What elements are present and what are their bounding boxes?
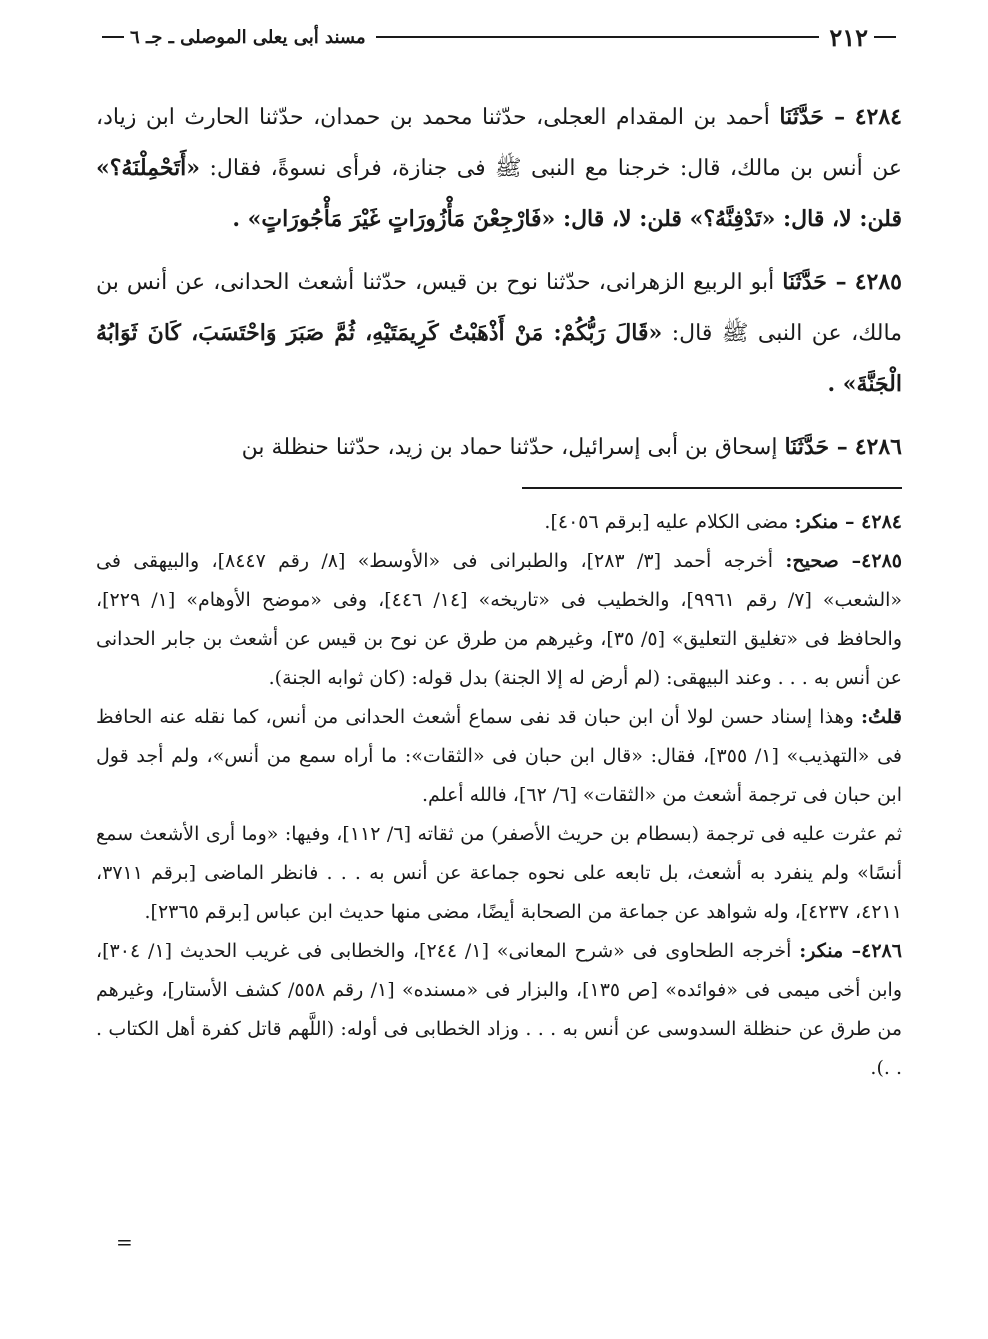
hadith-matn: «قَالَ رَبُّكُمْ: مَنْ أَذْهَبْتُ كَرِيمَتَيْهِ، ثُمَّ صَبَرَ وَاحْتَسَبَ، كَانَ ثَوَابُهُ الْجَنَّةَ» . <box>96 320 902 397</box>
hadith-number: ٤٢٨٥ <box>854 269 902 295</box>
hadith-lead: حَدَّثَنَا <box>784 434 830 460</box>
hadith-number: ٤٢٨٤ <box>854 104 902 130</box>
footnote-4284: ٤٢٨٤ – منكر: مضى الكلام عليه [برقم ٤٠٥٦]. <box>544 511 902 533</box>
hadith-4286: ٤٢٨٦ – حَدَّثَنَا إسحاق بن أبى إسرائيل، حدّثنا حماد بن زيد، حدّثنا حنظلة بن <box>241 434 902 460</box>
footnote-grade: منكر: <box>799 940 844 962</box>
hadith-4284: ٤٢٨٤ – حَدَّثَنَا أحمد بن المقدام العجلى، حدّثنا محمد بن حمدان، حدّثنا الحارث ابن زياد، عن أنس بن مالك، قال: خرجنا مع النبى ﷺ فى جنازة، فرأى نسوةً، فقال: «أَتَحْمِلْنَهُ؟» قلن: لا، قال: «تَدْفِنَّهُ؟» قلن: لا، قال: «فَارْجِعْنَ مَأْزُورَاتٍ غَيْرَ مَأْجُورَاتٍ» . <box>96 104 902 232</box>
footnote-4286: ٤٢٨٦– منكر: أخرجه الطحاوى فى «شرح المعانى» [١/ ٢٤٤]، والخطابى فى غريب الحديث [١/ ٣٠٤]، وابن أخى ميمى فى «فوائده» [ص ١٣٥]، والبزار فى «مسنده» [١/ رقم ٥٥٨/ كشف الأستار]، وغيرهم من طرق عن حنظلة السدوسى عن أنس به . . . وزاد الخطابى فى أوله: (اللَّهم قاتل كفرة أهل الكتاب . . .). <box>96 940 903 1079</box>
footnote-text: أخرجه أحمد [٣/ ٢٨٣]، والطبرانى فى «الأوسط» [٨/ رقم ٨٤٤٧]، والبيهقى فى «الشعب» [٧/ رقم ٩٩٦١]، والخطيب فى «تاريخه» [١٤/ ٤٤٦]، وفى «موضح الأوهام» [١/ ٢٢٩]، والحافظ فى «تغليق التعليق» [٥/ ٣٥]، وغيرهم من طرق عن نوح بن قيس عن أشعث بن جابر الحدانى عن أنس به . . . وعند البيهقى: (لم أرض له إلا الجنة) بدل قوله: (كان ثوابه الجنة). <box>96 550 903 689</box>
footnote-grade: منكر: <box>794 511 839 533</box>
footnote-grade: صحيح: <box>785 550 839 572</box>
running-title: مسند أبى يعلى الموصلى ـ جـ ٦ <box>130 26 366 48</box>
footnote-text: مضى الكلام عليه [برقم ٤٠٥٦]. <box>544 511 789 533</box>
hadith-4285: ٤٢٨٥ – حَدَّثَنَا أبو الربيع الزهرانى، حدّثنا نوح بن قيس، حدّثنا أشعث الحدانى، عن أنس بن مالك، عن النبى ﷺ قال: «قَالَ رَبُّكُمْ: مَنْ أَذْهَبْتُ كَرِيمَتَيْهِ، ثُمَّ صَبَرَ وَاحْتَسَبَ، كَانَ ثَوَابُهُ الْجَنَّةَ» . <box>96 269 902 397</box>
continuation-mark: = <box>116 1230 133 1254</box>
header-rule <box>376 36 820 38</box>
running-header <box>96 22 902 52</box>
footnote-separator <box>522 487 902 489</box>
hadith-text: أبو الربيع الزهرانى، حدّثنا نوح بن قيس، حدّثنا أشعث الحدانى، عن أنس بن مالك، عن النبى ﷺ قال: <box>96 270 902 346</box>
comment-label: قلتُ: <box>860 706 902 728</box>
hadith-text: أحمد بن المقدام العجلى، حدّثنا محمد بن حمدان، حدّثنا الحارث ابن زياد، عن أنس بن مالك، قال: خرجنا مع النبى ﷺ فى جنازة، فرأى نسوةً، فقال: <box>96 105 902 181</box>
hadith-text: إسحاق بن أبى إسرائيل، حدّثنا حماد بن زيد، حدّثنا حنظلة بن <box>241 435 778 460</box>
editor-comment <box>96 698 902 815</box>
comment-text: وهذا إسناد حسن لولا أن ابن حبان قد نفى سماع أشعث الحدانى من أنس، كما نقله عنه الحافظ فى «التهذيب» [١/ ٣٥٥]، فقال: «قال ابن حبان فى «الثقات»: ما أراه سمع من أنس»، ولم أجد قول ابن حبان فى ترجمة أشعث من «الثقات» [٦/ ٦٢]، فالله أعلم. <box>96 706 902 806</box>
footnote-text: أخرجه الطحاوى فى «شرح المعانى» [١/ ٢٤٤]، والخطابى فى غريب الحديث [١/ ٣٠٤]، وابن أخى ميمى فى «فوائده» [ص ١٣٥]، والبزار فى «مسنده» [١/ رقم ٥٥٨/ كشف الأستار]، وغيرهم من طرق عن حنظلة السدوسى عن أنس به . . . وزاد الخطابى فى أوله: (اللَّهم قاتل كفرة أهل الكتاب . . .). <box>96 940 903 1079</box>
page-number: ٢١٢ <box>829 22 868 52</box>
footnote-4285: ٤٢٨٥– صحيح: أخرجه أحمد [٣/ ٢٨٣]، والطبرانى فى «الأوسط» [٨/ رقم ٨٤٤٧]، والبيهقى فى «الشعب» [٧/ رقم ٩٩٦١]، والخطيب فى «تاريخه» [١٤/ ٤٤٦]، وفى «موضح الأوهام» [١/ ٢٢٩]، والحافظ فى «تغليق التعليق» [٥/ ٣٥]، وغيرهم من طرق عن نوح بن قيس عن أشعث بن جابر الحدانى عن أنس به . . . وعند البيهقى: (لم أرض له إلا الجنة) بدل قوله: (كان ثوابه الجنة). <box>96 550 903 689</box>
hadith-lead: حَدَّثَنَا <box>779 104 824 130</box>
hadith-number: ٤٢٨٦ <box>854 434 902 460</box>
editor-comment-continued <box>96 815 902 932</box>
header-dash <box>102 36 124 38</box>
footnote-number: ٤٢٨٤ <box>861 511 902 533</box>
hadith-lead: حَدَّثَنَا <box>782 269 827 295</box>
footnote-number: ٤٢٨٦ <box>861 940 902 962</box>
hadith-matn: «أَتَحْمِلْنَهُ؟» قلن: لا، قال: «تَدْفِنَّهُ؟» قلن: لا، قال: «فَارْجِعْنَ مَأْزُورَاتٍ غَيْرَ مَأْجُورَاتٍ» . <box>96 155 902 232</box>
comment-text: ثم عثرت عليه فى ترجمة (بسطام بن حريث الأصفر) من ثقاته [٦/ ١١٢]، وفيها: «وما أرى الأشعث سمع أنسًا» ولم ينفرد به أشعث، بل تابعه على نحوه جماعة عن أنس به . . . فانظر الماضى [برقم ٣٧١١، ٤٢١١، ٤٢٣٧]، وله شواهد عن جماعة من الصحابة أيضًا، مضى منها حديث ابن عباس [برقم ٢٣٦٥]. <box>96 823 902 923</box>
header-dash <box>874 36 896 38</box>
footnote-number: ٤٢٨٥ <box>861 550 902 572</box>
